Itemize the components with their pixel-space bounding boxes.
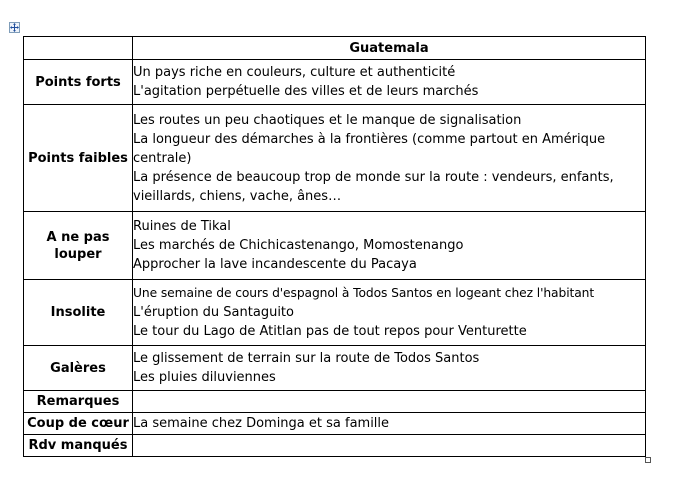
table-move-handle-icon[interactable]	[9, 22, 20, 33]
content-line: Une semaine de cours d'espagnol à Todos Santos en logeant chez l'habitant	[133, 286, 595, 300]
row-label-a-ne-pas-louper: A ne pas louper	[24, 212, 133, 280]
content-line: L'agitation perpétuelle des villes et de leurs marchés	[133, 84, 479, 99]
content-line: Les marchés de Chichicastenango, Momostenango	[133, 238, 464, 253]
row-content-galeres	[133, 346, 646, 391]
content-line: Approcher la lave incandescente du Pacaya	[133, 257, 417, 272]
row-content-remarques	[133, 391, 646, 413]
row-label-insolite: Insolite	[24, 280, 133, 346]
content-line: Ruines de Tikal	[133, 219, 231, 234]
table-row	[24, 435, 646, 457]
content-line: Les routes un peu chaotiques et le manque de signalisation	[133, 112, 522, 128]
content-line: Un pays riche en couleurs, culture et authenticité	[133, 65, 456, 80]
row-content-a-ne-pas-louper	[133, 212, 646, 280]
row-label-points-faibles: Points faibles	[24, 105, 133, 212]
travel-summary-table	[23, 36, 646, 457]
table-row	[24, 212, 646, 280]
table-row	[24, 60, 646, 105]
header-empty-cell	[24, 37, 133, 60]
content-line: Les pluies diluviennes	[133, 370, 276, 385]
row-label-galeres: Galères	[24, 346, 133, 391]
content-line: La présence de beaucoup trop de monde sur la route : vendeurs, enfants, vieillards, chiens, vache, ânes…	[133, 169, 614, 204]
row-label-remarques: Remarques	[24, 391, 133, 413]
row-label-rdv-manques: Rdv manqués	[24, 435, 133, 457]
content-line: Le tour du Lago de Atitlan pas de tout repos pour Venturette	[133, 324, 527, 339]
table-resize-handle[interactable]	[645, 457, 651, 463]
content-line: La semaine chez Dominga et sa famille	[133, 416, 390, 431]
table-header-country: Guatemala	[133, 37, 646, 60]
four-arrows-icon	[10, 23, 19, 32]
table-row	[24, 280, 646, 346]
row-content-rdv-manques	[133, 435, 646, 457]
table-row	[24, 391, 646, 413]
table-row	[24, 346, 646, 391]
row-content-points-forts	[133, 60, 646, 105]
row-content-insolite	[133, 280, 646, 346]
table-row	[24, 413, 646, 435]
content-line: L'éruption du Santaguito	[133, 305, 294, 320]
row-label-points-forts: Points forts	[24, 60, 133, 105]
table-header-row	[24, 37, 646, 60]
row-content-points-faibles	[133, 105, 646, 212]
row-content-coup-de-coeur	[133, 413, 646, 435]
content-line: La longueur des démarches à la frontières (comme partout en Amérique centrale)	[133, 131, 606, 166]
table-row	[24, 105, 646, 212]
row-label-coup-de-coeur: Coup de cœur	[24, 413, 133, 435]
content-line: Le glissement de terrain sur la route de Todos Santos	[133, 351, 480, 366]
